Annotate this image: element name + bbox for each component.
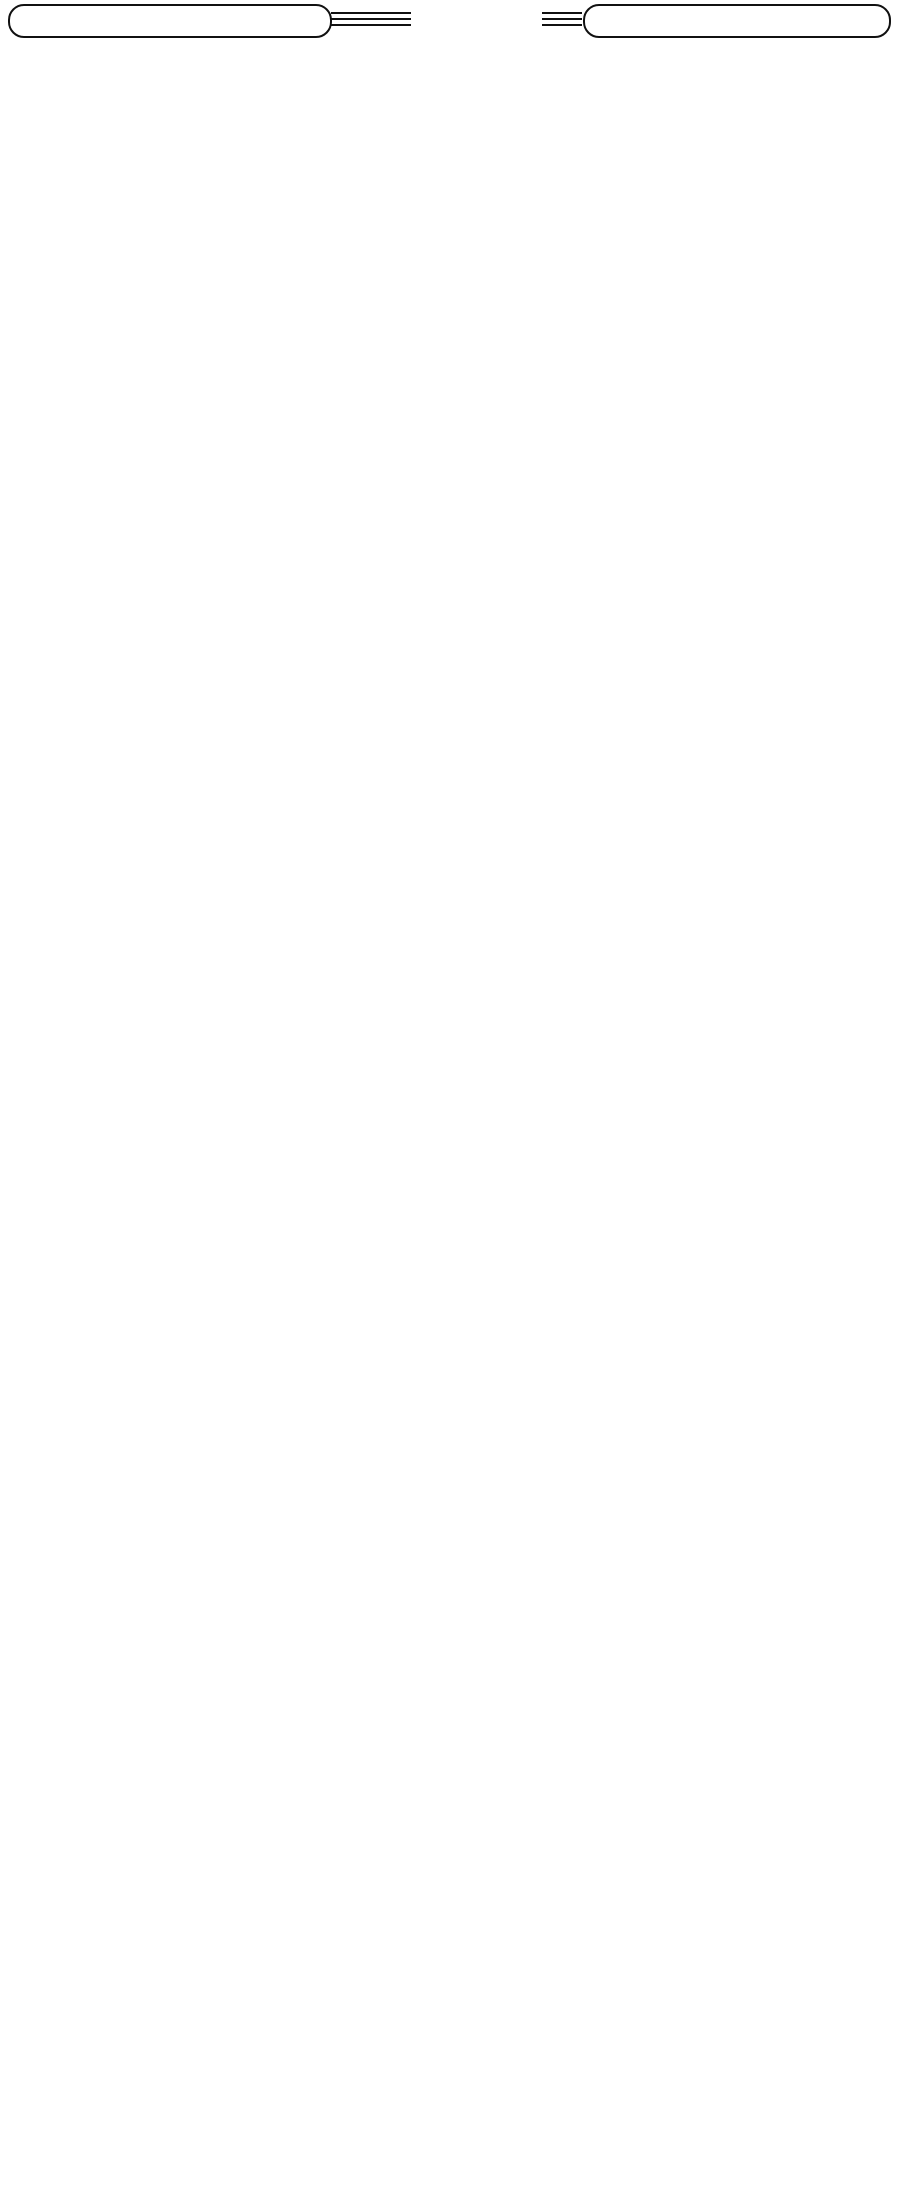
header-divider xyxy=(542,12,582,14)
header-year-box xyxy=(8,4,332,38)
header-exam-box xyxy=(583,4,891,38)
header-divider xyxy=(331,12,411,14)
header-subject xyxy=(411,4,541,34)
header-divider xyxy=(542,24,582,26)
header-divider xyxy=(542,18,582,20)
paper-header xyxy=(6,2,895,38)
header-divider xyxy=(331,18,411,20)
header-divider xyxy=(331,24,411,26)
